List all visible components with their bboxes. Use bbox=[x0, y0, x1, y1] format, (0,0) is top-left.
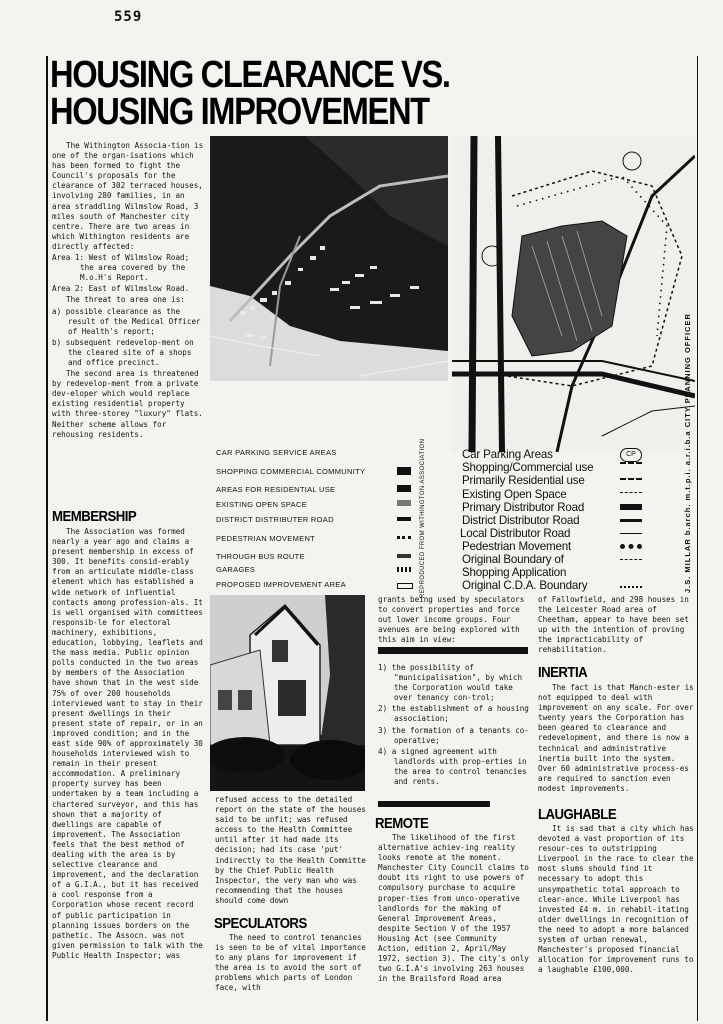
legend-left-item: EXISTING OPEN SPACE bbox=[216, 500, 307, 509]
access-refused-paragraph: refused access to the detailed report on the state of the houses said to be unfit; was refused access to the Health Committee until after it had made its decision; had its case 'put' indirectly to the Health Committe by the Chief Public Health Inspector, the very man who was recommending that the houses should come down bbox=[215, 795, 366, 905]
avenue-item: 1) the possibility of "municipalisation", by which the Corporation would take over tenancy con-trol; bbox=[378, 663, 523, 703]
aerial-photo-map bbox=[210, 136, 448, 381]
bus-route-swatch bbox=[397, 554, 411, 558]
speculators-text bbox=[215, 933, 370, 995]
membership-text bbox=[52, 527, 205, 962]
legend-left bbox=[216, 448, 416, 593]
headline-line-2: HOUSING IMPROVEMENT bbox=[50, 91, 429, 133]
legend-right-item: Primary Distributor Road bbox=[462, 501, 585, 514]
house-photo bbox=[210, 595, 365, 791]
remote-text bbox=[378, 833, 530, 985]
avenue-item: 3) the formation of a tenants co-operative; bbox=[378, 725, 529, 745]
area-2-line: Area 2: East of Wilmslow Road. bbox=[52, 284, 190, 294]
legend-right-item: District Distributor Road bbox=[462, 514, 580, 527]
page-number: 559 bbox=[114, 9, 143, 25]
map-source-caption: REPRODUCED FROM WITHINGTON ASSOCIATION bbox=[420, 438, 426, 598]
pedestrian-symbol bbox=[620, 544, 642, 549]
column-3-intro bbox=[378, 595, 530, 646]
second-area-paragraph: The second area is threatened by redevelop-ment from a private dev-eloper which would replace existing residential property with three-storey "luxury" flats. Neither scheme allows for rehousing residents. bbox=[52, 369, 203, 439]
inertia-paragraph: The fact is that Manch-ester is not equipped to deal with improvement on any scale. For over twenty years the Corporation has been geared to clearance and redevelopment, and there is now a technical and administrative inertia built into the system. Over 60 administrative process-es are required to sanction even modest improvements. bbox=[538, 683, 694, 793]
remote-paragraph: The likelihood of the first alternative achiev-ing reality looks remote at the moment. Manchester City Council claims to doubt its right to use powers of compulsory purchase to acquire proper-ties from unco-operative landlords for the making of General Improvement Areas, despite Section V of the 1957 Housing Act (see Community Action, edition 2, April/May 1972, section 3). The city's only two G.I.A's involving 263 houses in the Brailsford Road area bbox=[378, 833, 529, 984]
threat-line: The threat to area one is: bbox=[66, 295, 185, 305]
laughable-text bbox=[538, 824, 696, 976]
open-space-swatch bbox=[397, 500, 411, 506]
frame-left-rule bbox=[46, 56, 48, 1021]
membership-paragraph: The Association was formed nearly a year ago and claims a present membership in excess of 300. It benefits consid-erably from an articulate middle-class element which has established a wide network of influential contacts among profession-als. It is well organised with committees responsib-le for electoral machinery, exhibitions, education, lobbying, leaflets and the mass media. Public opinion polls conducted in the two areas by members of the Association have shown that in the west side 75% of over 200 households interviewed want to stay in their present dwellings in their present state of repair, or in an improved condition; and in the east side 90% of approximately 30 households interviewed wish to remain in their present accommodation. A preliminary property survey has been undertaken by a team including a chartered surveyor, and this has shown that a majority of dwellings are capable of improvement. The Association feels that the best method of dealing with the area is by selective clearance and improvement, and the declaration of a G.I.A., but it has received a cool response from a Corporation whose recent record of public participation in planning issues borders on the pathetic. The Assocn. was not given permission to talk with the Public Health Inspector; was bbox=[52, 527, 203, 960]
gia-continuation-paragraph: of Fallowfield, and 298 houses in the Leicester Road area of Cheetham, appear to have been set up with the intention of proving the impracticability of rehabilitation. bbox=[538, 595, 689, 655]
remote-heading: REMOTE bbox=[375, 815, 429, 832]
legend-right-item: Shopping/Commercial use bbox=[462, 461, 594, 474]
column-3-rule-bottom bbox=[378, 801, 490, 807]
laughable-paragraph: It is sad that a city which has devoted a vast proportion of its resour-ces to outstripping Liverpool in the race to clear the most slums should find it necessary to adopt this unsympathetic total approach to clear-ance. While Liverpool has invested £4 m. in rehabil-itating older dwellings in recognition of the need to adopt a more balanced system of urban renewal, Manchester's proposed financial allocation for improvement runs to a laughable £100,000. bbox=[538, 824, 694, 975]
legend-left-item: DISTRICT DISTRIBUTER ROAD bbox=[216, 515, 334, 524]
grants-paragraph: grants being used by speculators to convert properties and force out lower income groups. Four avenues are being explored with this aim in view: bbox=[378, 595, 525, 645]
legend-right-item: Existing Open Space bbox=[462, 488, 567, 501]
avenue-item: 4) a signed agreement with landlords with prop-erties in the area to control tenancies and rents. bbox=[378, 746, 527, 787]
headline-line-1: HOUSING CLEARANCE VS. bbox=[50, 54, 450, 96]
improvement-area-swatch bbox=[397, 583, 413, 589]
district-road-symbol bbox=[620, 519, 642, 522]
residential-swatch bbox=[397, 485, 411, 492]
laughable-heading: LAUGHABLE bbox=[538, 806, 617, 823]
legend-left-item: SHOPPING COMMERCIAL COMMUNITY bbox=[216, 467, 366, 476]
primary-road-symbol bbox=[620, 504, 642, 510]
legend-right-item: Car Parking Areas bbox=[462, 448, 553, 461]
legend-right bbox=[462, 448, 672, 594]
legend-right-item: Original C.D.A. Boundary bbox=[462, 579, 588, 592]
legend-left-item: THROUGH BUS ROUTE bbox=[216, 552, 305, 561]
legend-left-item: PEDESTRIAN MOVEMENT bbox=[216, 534, 316, 543]
legend-right-item: Pedestrian Movement bbox=[462, 540, 571, 553]
column-2-text bbox=[215, 795, 370, 907]
legend-right-item: Original Boundary of bbox=[462, 553, 564, 566]
cda-boundary-symbol bbox=[620, 586, 642, 588]
intro-paragraph: The Withington Associa-tion is one of the organ-isations which has been formed to fight the Council's proposals for the clearance of 302 terraced houses, involving 280 families, in an area straddling Wilmslow Road, 3 miles south of Manchester city centre. There are two areas in which Withington residents are directly affected: bbox=[52, 141, 204, 251]
legend-right-item: Primarily Residential use bbox=[462, 474, 585, 487]
legend-left-item: GARAGES bbox=[216, 565, 256, 574]
avenues-list bbox=[378, 663, 530, 788]
legend-right-item: Local Distributor Road bbox=[460, 527, 571, 540]
pedestrian-swatch bbox=[397, 536, 411, 539]
shopping-swatch bbox=[397, 467, 411, 475]
inertia-heading: INERTIA bbox=[538, 664, 588, 681]
garages-swatch bbox=[397, 567, 411, 572]
avenue-item: 2) the establishment of a housing association; bbox=[378, 704, 529, 724]
speculators-paragraph: The need to control tenancies is seen to be of vital importance to any plans for improvement if the area is to avoid the sort of problems which parts of London face, with bbox=[215, 933, 366, 993]
threat-item-a: a) possible clearance as the result of the Medical Officer of Health's report; bbox=[52, 306, 201, 336]
shopping-boundary-symbol bbox=[620, 559, 642, 560]
column-3-rule-top bbox=[378, 647, 528, 654]
shopping-symbol bbox=[620, 462, 642, 464]
frame-right-rule bbox=[697, 56, 698, 1021]
road-swatch bbox=[397, 517, 411, 521]
area-1-line: Area 1: West of Wilmslow Road; the area covered by the M.o.H's Report. bbox=[52, 253, 190, 283]
local-road-symbol bbox=[620, 533, 642, 534]
inertia-text bbox=[538, 683, 696, 795]
car-parking-symbol: CP bbox=[620, 448, 642, 462]
improvement-plan-map bbox=[452, 136, 695, 452]
speculators-heading: SPECULATORS bbox=[214, 915, 307, 932]
open-space-symbol bbox=[620, 492, 642, 493]
residential-symbol bbox=[620, 478, 642, 480]
planning-officer-credit: J.S. MILLAR b.arch. m.t.p.i. a.r.i.b.a CITY PLANNING OFFICER bbox=[683, 313, 692, 593]
legend-right-item: Shopping Application bbox=[462, 566, 567, 579]
legend-left-item: PROPOSED IMPROVEMENT AREA bbox=[216, 580, 346, 589]
membership-heading: MEMBERSHIP bbox=[52, 508, 137, 525]
legend-left-item: CAR PARKING SERVICE AREAS bbox=[216, 448, 337, 457]
legend-left-item: AREAS FOR RESIDENTIAL USE bbox=[216, 485, 336, 494]
threat-item-b: b) subsequent redevelop-ment on the cleared site of a shops and office precinct. bbox=[52, 337, 194, 367]
column-4-intro bbox=[538, 595, 696, 657]
column-1-intro bbox=[52, 141, 205, 441]
